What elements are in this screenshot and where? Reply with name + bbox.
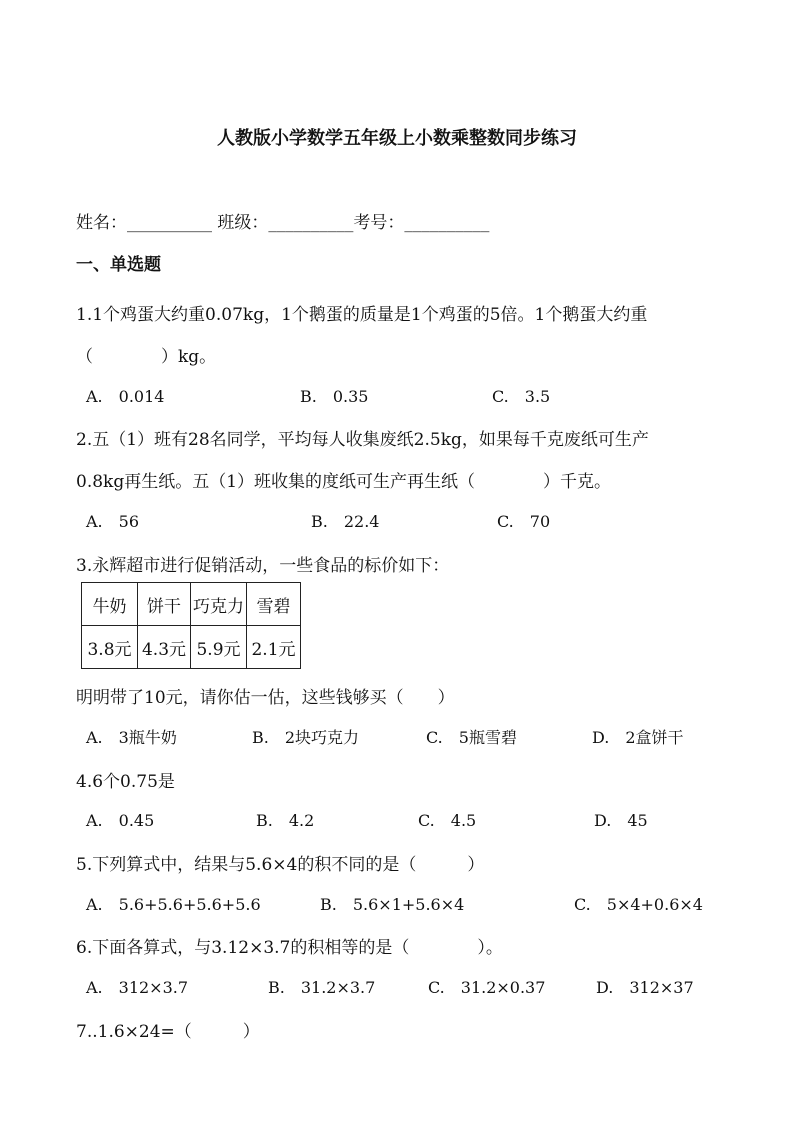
price-table <box>81 582 301 669</box>
question-1-text-cont: （ ）kg。 <box>76 347 217 367</box>
question-3-option-d: D. 2盒饼干 <box>592 728 684 747</box>
price-table-header-row <box>82 583 301 626</box>
question-6-text: 6.下面各算式，与3.12×3.7的积相等的是（ ）。 <box>76 938 503 958</box>
question-5-option-c: C. 5×4+0.6×4 <box>574 895 703 914</box>
question-2-text: 2.五（1）班有28名同学，平均每人收集废纸2.5kg，如果每千克废纸可生产 <box>76 430 649 450</box>
question-1-option-a: A. 0.014 <box>86 387 165 406</box>
question-3-text: 3.永辉超市进行促销活动，一些食品的标价如下： <box>76 556 450 576</box>
question-6-option-d: D. 312×37 <box>596 978 694 997</box>
name-blank: __________ <box>127 213 212 233</box>
question-5-option-b: B. 5.6×1+5.6×4 <box>320 895 465 914</box>
page-title: 人教版小学数学五年级上小数乘整数同步练习 <box>217 128 577 149</box>
question-2-option-a: A. 56 <box>86 512 140 531</box>
question-1-text: 1.1个鸡蛋大约重0.07kg，1个鹅蛋的质量是1个鸡蛋的5倍。1个鹅蛋大约重 <box>76 305 648 325</box>
question-6-option-b: B. 31.2×3.7 <box>268 978 376 997</box>
question-3-option-a: A. 3瓶牛奶 <box>86 728 177 747</box>
name-label: 姓名： <box>76 213 127 233</box>
section-heading: 一、单选题 <box>76 255 161 275</box>
question-5-text: 5.下列算式中，结果与5.6×4的积不同的是（ ） <box>76 855 485 875</box>
question-3-option-c: C. 5瓶雪碧 <box>426 728 517 747</box>
class-blank: __________ <box>268 213 354 233</box>
class-label: 班级： <box>217 213 269 233</box>
question-4-option-a: A. 0.45 <box>86 811 155 830</box>
question-1-option-b: B. 0.35 <box>300 387 369 406</box>
table-cell: 巧克力 <box>191 583 247 626</box>
table-cell: 4.3元 <box>138 626 191 669</box>
question-5-option-a: A. 5.6+5.6+5.6+5.6 <box>86 895 261 914</box>
question-4-option-c: C. 4.5 <box>418 811 477 830</box>
question-1-option-c: C. 3.5 <box>492 387 551 406</box>
question-6-option-a: A. 312×3.7 <box>86 978 189 997</box>
question-7-text: 7..1.6×24=（ ） <box>76 1022 260 1042</box>
student-info-line <box>76 208 489 233</box>
question-4-option-d: D. 45 <box>594 811 648 830</box>
table-cell: 2.1元 <box>247 626 301 669</box>
table-cell: 3.8元 <box>82 626 138 669</box>
question-2-option-c: C. 70 <box>497 512 551 531</box>
question-4-option-b: B. 4.2 <box>256 811 315 830</box>
table-cell: 5.9元 <box>191 626 247 669</box>
question-3-option-b: B. 2块巧克力 <box>252 728 360 747</box>
question-6-option-c: C. 31.2×0.37 <box>428 978 546 997</box>
table-cell: 雪碧 <box>247 583 301 626</box>
question-2-text-cont: 0.8kg再生纸。五（1）班收集的度纸可生产再生纸（ ）千克。 <box>76 472 612 492</box>
price-table-value-row <box>82 626 301 669</box>
table-cell: 饼干 <box>138 583 191 626</box>
question-2-option-b: B. 22.4 <box>311 512 380 531</box>
exam-blank: __________ <box>404 213 490 233</box>
question-3-text-cont: 明明带了10元，请你估一估，这些钱够买（ ） <box>76 688 455 708</box>
table-cell: 牛奶 <box>82 583 138 626</box>
question-4-text: 4.6个0.75是 <box>76 772 175 792</box>
exam-label: 考号： <box>353 213 405 233</box>
